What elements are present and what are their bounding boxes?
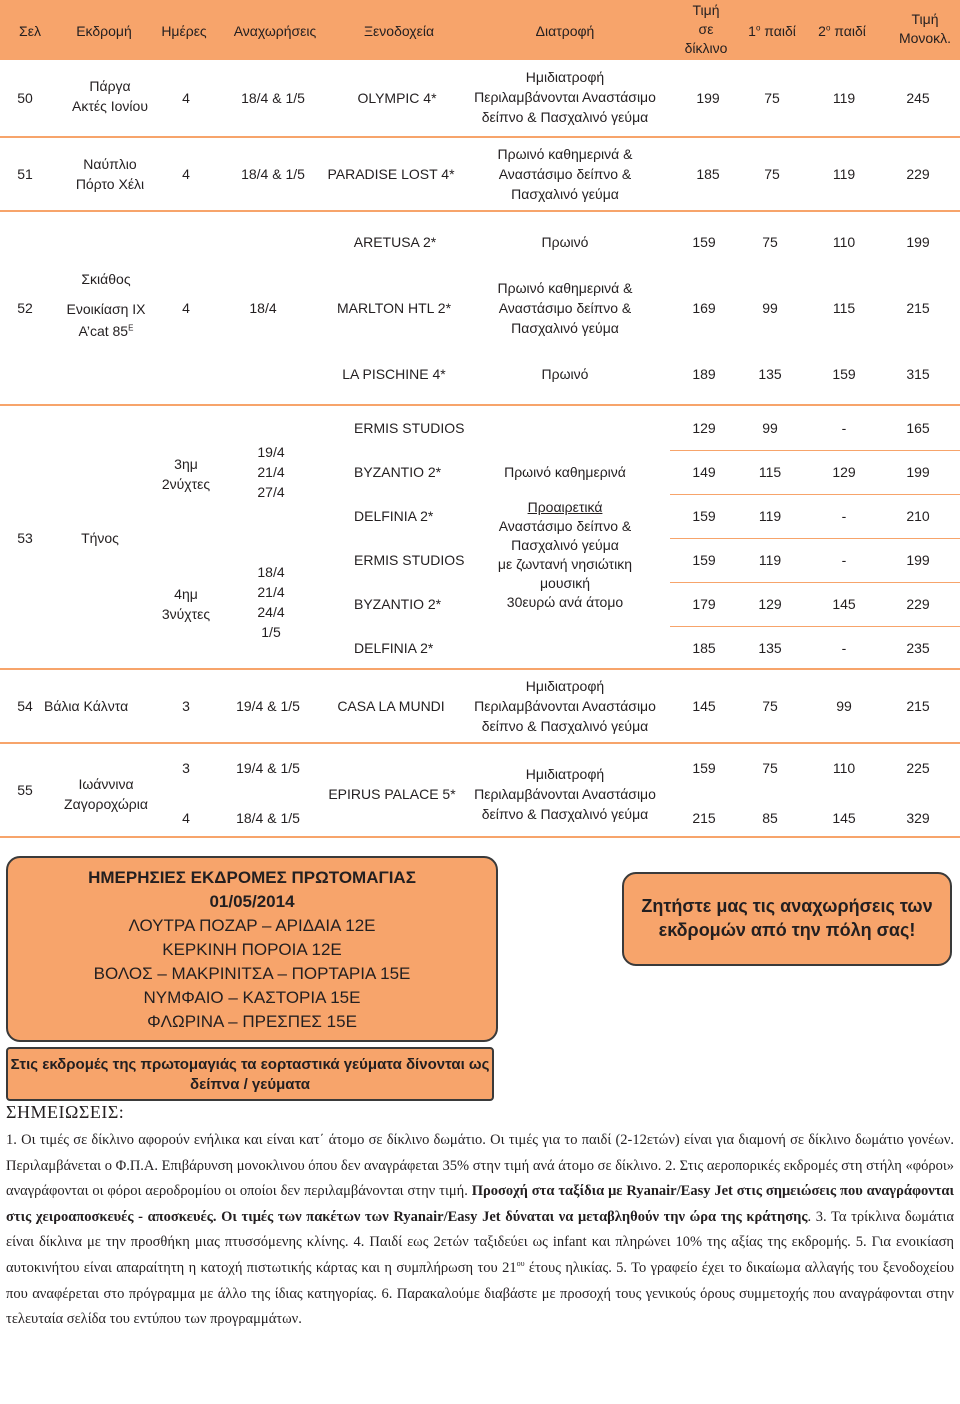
days-short (156, 454, 216, 494)
dep-l4: 1/5 (261, 624, 281, 640)
festive-note-l2: δείπνα / γεύματα (189, 1076, 311, 1093)
board-l3: δείπνο & Πασχαλινό γεύμα (481, 718, 649, 734)
board (470, 764, 660, 824)
board-l1: Ημιδιατροφή (525, 766, 605, 782)
day-trip-item: ΛΟΥΤΡΑ ΠΟΖΑΡ – ΑΡΙΔΑΙΑ 12Ε (128, 916, 376, 935)
tour-name-l1: Σκιάθος (81, 271, 131, 287)
header-child1 (744, 21, 800, 41)
header-departures: Αναχωρήσεις (233, 23, 317, 39)
header-child2-num: 2 (818, 23, 826, 39)
tour-name-l2: Ακτές Ιονίου (72, 98, 148, 114)
tour-name-l2: Πόρτο Χέλι (75, 176, 145, 192)
days: 4 (182, 90, 190, 106)
price-child2: 145 (832, 596, 856, 612)
price-single: 165 (906, 420, 930, 436)
header-single-price-l1: Τιμή (911, 11, 939, 27)
board-l1: Πρωινό καθημερινά & (497, 280, 633, 296)
header-days: Ημέρες (161, 23, 207, 39)
board-l1: Ημιδιατροφή (525, 678, 605, 694)
price-child2: 110 (832, 234, 856, 250)
hotel: OLYMPIC 4* (357, 90, 437, 106)
price-double: 185 (692, 640, 716, 656)
board-l3: δείπνο & Πασχαλινό γεύμα (481, 806, 649, 822)
header-child2 (812, 21, 872, 41)
sub-divider (670, 582, 960, 583)
hotel: EPIRUS PALACE 5* (328, 786, 456, 802)
price-child1: 115 (758, 464, 782, 480)
day-trips-title: ΗΜΕΡΗΣΙΕΣ ΕΚΔΡΟΜΕΣ ΠΡΩΤΟΜΑΓΙΑΣ (88, 868, 416, 887)
price-single: 199 (906, 552, 930, 568)
board (480, 144, 650, 204)
day-trip-item: ΚΕΡΚΙΝΗ ΠΟΡΟΙΑ 12Ε (162, 940, 342, 959)
row-divider (0, 836, 960, 838)
day-trip-item: ΝΥΜΦΑΙΟ – ΚΑΣΤΟΡΙΑ 15Ε (143, 988, 361, 1007)
price-double: 185 (696, 166, 720, 182)
dep-l3: 24/4 (257, 604, 285, 620)
header-tour: Εκδρομή (76, 23, 132, 39)
price-double: 129 (692, 420, 716, 436)
table-row-54 (0, 670, 960, 742)
days-l2: 2νύχτες (161, 476, 211, 492)
price-child1: 119 (758, 508, 782, 524)
dep-l3: 27/4 (257, 484, 285, 500)
price-child1: 119 (758, 552, 782, 568)
days-l2: 3νύχτες (161, 606, 211, 622)
board-l2: Αναστάσιμο δείπνο & (498, 166, 632, 182)
day-trip-item: ΦΛΩΡΙΝΑ – ΠΡΕΣΠΕΣ 15Ε (147, 1012, 357, 1031)
tour-name-l1: Ιωάννινα (78, 776, 134, 792)
price-child1: 99 (762, 420, 778, 436)
dep-l2: 21/4 (257, 464, 285, 480)
price-child2: 129 (832, 464, 856, 480)
header-single-price (892, 10, 958, 48)
notes-text: 1. Οι τιμές σε δίκλινο αφορούν ενήλικα και είναι κατ΄ άτομο σε δίκλινο δωμάτιο. Οι τιμές για το παιδί (2-12ετών) είναι για διαμονή σε δίκλινο δωμάτιο γονέων. Περιλαμβάνεται ο Φ.Π.Α. Επιβάρυνση μονοκλινου όπου δεν αναγράφεται 35% στην τιμή ανά άτομο σε δίκλινο. 2. Στις αεροπορικές εκδρομές στη στήλη «φόροι» αναγράφονται οι φόροι αεροδρομίου οι οποίοι δεν περιλαμβάνονται στην τιμή. (6, 1132, 954, 1200)
price-child2: - (841, 552, 847, 568)
day-trip-item: ΒΟΛΟΣ – ΜΑΚΡΙΝΙΤΣΑ – ΠΟΡΤΑΡΙΑ 15Ε (93, 964, 411, 983)
tour-name (60, 76, 160, 116)
price-double: 159 (692, 552, 716, 568)
header-double-price (676, 1, 736, 58)
sel-number: 50 (17, 90, 33, 106)
price-single: 229 (906, 166, 930, 182)
header-child1-label: παιδί (760, 23, 796, 39)
hotel: BYZANTIO 2* (354, 596, 442, 612)
price-double: 149 (692, 464, 716, 480)
board-l2: Αναστάσιμο δείπνο & (498, 518, 632, 534)
table-row-50 (0, 60, 960, 136)
price-child1: 135 (758, 366, 782, 382)
price-child1: 129 (758, 596, 782, 612)
board-l4: με ζωντανή νησιώτικη (497, 556, 633, 572)
header-sel: Σελ (19, 23, 41, 39)
price-child2: 159 (832, 366, 856, 382)
header-double-price-l3: δίκλινο (684, 40, 728, 56)
price-child1: 75 (762, 234, 778, 250)
price-child1: 75 (764, 90, 780, 106)
board-l1: Πρωινό καθημερινά & (497, 146, 633, 162)
notes-text: έτους ηλικίας. 5. Το γραφείο έχει το δικαίωμα αλλαγής του ξενοδοχείου που αναφέρεται στο πρόγραμμα με άλλο της ίδιας κατηγορίας. 6. Παρακαλούμε διαβάστε με προσοχή τους γενικούς όρους συμμετοχής που αναγράφονται στην τελευταία σελίδα του εντύπου των προγραμμάτων. (6, 1259, 954, 1328)
departures-city-l2: εκδρομών από την πόλη σας! (658, 920, 916, 940)
price-double: 189 (692, 366, 716, 382)
price-single: 229 (906, 596, 930, 612)
board-l1: Ημιδιατροφή (525, 69, 605, 85)
hotel: DELFINIA 2* (354, 508, 434, 524)
days: 3 (182, 698, 190, 714)
departures-long (246, 562, 296, 642)
dep-l1: 19/4 (257, 444, 285, 460)
dep-l2: 21/4 (257, 584, 285, 600)
festive-meals-note (6, 1047, 494, 1101)
board (470, 67, 660, 127)
board-la-pischine: Πρωινό (541, 366, 589, 382)
departures-city-text (624, 894, 950, 942)
board-breakfast: Πρωινό καθημερινά (504, 464, 626, 480)
departures: 18/4 & 1/5 (241, 90, 305, 106)
price-single: 225 (906, 760, 930, 776)
price-child2: - (841, 420, 847, 436)
price-child2: - (841, 508, 847, 524)
header-child1-sup: ο (755, 23, 761, 33)
price-child2: 119 (832, 166, 856, 182)
notes-text: . 3. Τα τρίκλινα δωμάτια είναι δίκλινα με την προσθήκη μιας πτυσσόμενης κλίνης. 4. Παιδί εως 2ετών ταξιδεύει ως infant και πληρώνει 10% της αξίας της εκδρομής. 5. Για ενοικίαση αυτοκινήτου είναι απαραίτητη η κατοχή πιστωτικής κάρτας και η συμπλήρωση του 21 (6, 1208, 954, 1276)
price-single: 210 (906, 508, 930, 524)
hotel-la-pischine: LA PISCHINE 4* (342, 366, 446, 382)
tour-name (60, 154, 160, 194)
board (470, 676, 660, 736)
header-double-price-l2: σε (698, 21, 714, 37)
price-child1: 75 (764, 166, 780, 182)
days-l1: 4ημ (174, 586, 198, 602)
table-row-52 (0, 212, 960, 404)
header-double-price-l1: Τιμή (692, 2, 720, 18)
price-child2: 110 (832, 760, 856, 776)
header-single-price-l2: Μονοκλ. (898, 30, 952, 46)
price-child1: 75 (762, 698, 778, 714)
price-double: 169 (692, 300, 716, 316)
price-single: 235 (906, 640, 930, 656)
table-row-55 (0, 744, 960, 836)
sub-divider (670, 538, 960, 539)
board-l3: Πασχαλινό γεύμα (511, 320, 619, 336)
day-trips-box (6, 856, 498, 1042)
price-single: 329 (906, 810, 930, 826)
price-double: 199 (696, 90, 720, 106)
departures: 19/4 & 1/5 (236, 698, 300, 714)
price-single: 215 (906, 698, 930, 714)
days: 4 (182, 810, 190, 826)
price-double: 159 (692, 508, 716, 524)
hotel: DELFINIA 2* (354, 640, 434, 656)
header-child2-sup: ο (825, 23, 831, 33)
price-child2: - (841, 640, 847, 656)
price-single: 199 (906, 464, 930, 480)
price-child2: 99 (836, 698, 852, 714)
tour-name-l2: Ζαγοροχώρια (64, 796, 148, 812)
board-l2: Αναστάσιμο δείπνο & (498, 300, 632, 316)
dep-l1: 18/4 (257, 564, 285, 580)
table-row-53 (0, 406, 960, 668)
board-l3: Πασχαλινό γεύμα (511, 186, 619, 202)
board-l2: Περιλαμβάνονται Αναστάσιμο (474, 89, 656, 105)
price-child1: 75 (762, 760, 778, 776)
price-double: 159 (692, 760, 716, 776)
tour-name (56, 774, 156, 814)
price-single: 215 (906, 300, 930, 316)
price-single: 315 (906, 366, 930, 382)
departures-short (246, 442, 296, 502)
hotel: ERMIS STUDIOS (354, 552, 465, 568)
tour-name-l2: Ενοικίαση ΙΧ (66, 301, 146, 317)
board-optional (480, 498, 650, 612)
sel-number: 55 (17, 782, 33, 798)
notes-bold-text: Προσοχή στα ταξίδια με Ryanair/Easy Jet στις σημειώσεις που αναγράφονται στις χειροαποσκευές - αποσκευές. Οι τιμές των πακέτων των Ryanair/Easy Jet δύναται να μεταβληθούν την ώρα της κράτησης (6, 1183, 954, 1225)
sub-divider (670, 450, 960, 451)
departures: 18/4 & 1/5 (241, 166, 305, 182)
festive-note-l1: Στις εκδρομές της πρωτομαγιάς τα εορταστικά γεύματα δίνονται ως (10, 1056, 490, 1073)
car-category-sup: E (128, 323, 134, 333)
board-l2: Περιλαμβάνονται Αναστάσιμο (474, 698, 656, 714)
tour-name (56, 268, 156, 342)
tour-name-l1: Ναύπλιο (83, 156, 137, 172)
price-child1: 85 (762, 810, 778, 826)
departures: 18/4 (249, 300, 277, 316)
board-l3: Πασχαλινό γεύμα (511, 537, 619, 553)
price-single: 245 (906, 90, 930, 106)
board-l5: μουσική (539, 575, 591, 591)
hotel: CASA LA MUNDI (337, 698, 445, 714)
notes-title: ΣΗΜΕΙΩΣΕΙΣ: (6, 1102, 125, 1122)
hotel: BYZANTIO 2* (354, 464, 442, 480)
price-child1: 99 (762, 300, 778, 316)
tour-name: Βάλια Κάλντα (44, 698, 129, 714)
sub-divider (670, 626, 960, 627)
days: 4 (182, 300, 190, 316)
price-double: 179 (692, 596, 716, 612)
notes-sup: ου (516, 1259, 525, 1269)
hotel-marlton: MARLTON HTL 2* (336, 300, 452, 316)
hotel: ERMIS STUDIOS (354, 420, 465, 436)
price-child1: 135 (758, 640, 782, 656)
days-l1: 3ημ (174, 456, 198, 472)
sel-number: 51 (17, 166, 33, 182)
days-long (156, 584, 216, 624)
header-child2-label: παιδί (830, 23, 866, 39)
sub-divider (670, 494, 960, 495)
board-aretusa: Πρωινό (541, 234, 589, 250)
tour-name-l3 (56, 320, 156, 342)
departures-city-l1: Ζητήστε μας τις αναχωρήσεις των (641, 896, 933, 916)
price-double: 215 (692, 810, 716, 826)
price-double: 145 (692, 698, 716, 714)
board-l1: Προαιρετικά (527, 499, 603, 515)
board-l3: δείπνο & Πασχαλινό γεύμα (481, 109, 649, 125)
price-child2: 115 (832, 300, 856, 316)
notes-body (6, 1128, 954, 1333)
sel-number: 52 (17, 300, 33, 316)
days: 4 (182, 166, 190, 182)
board-marlton (480, 278, 650, 338)
car-category: A’cat 85 (78, 323, 129, 339)
departures: 18/4 & 1/5 (236, 810, 300, 826)
price-child2: 145 (832, 810, 856, 826)
header-hotels: Ξενοδοχεία (363, 23, 435, 39)
tour-name-l1: Πάργα (89, 78, 131, 94)
price-double: 159 (692, 234, 716, 250)
hotel: PARADISE LOST 4* (327, 166, 455, 182)
day-trips-content (8, 866, 496, 1034)
table-row-51 (0, 138, 960, 210)
price-single: 199 (906, 234, 930, 250)
table-header (0, 0, 960, 60)
departures: 19/4 & 1/5 (236, 760, 300, 776)
day-trips-date: 01/05/2014 (209, 892, 295, 911)
sel-number: 54 (17, 698, 33, 714)
board-l2: Περιλαμβάνονται Αναστάσιμο (474, 786, 656, 802)
hotel-aretusa: ARETUSA 2* (353, 234, 437, 250)
days: 3 (182, 760, 190, 776)
sel-number: 53 (17, 530, 33, 546)
price-child2: 119 (832, 90, 856, 106)
header-board: Διατροφή (535, 23, 595, 39)
departures-city-box (622, 872, 952, 966)
board-l6: 30ευρώ ανά άτομο (506, 594, 624, 610)
header-child1-num: 1 (748, 23, 756, 39)
tour-name: Τήνος (81, 530, 119, 546)
